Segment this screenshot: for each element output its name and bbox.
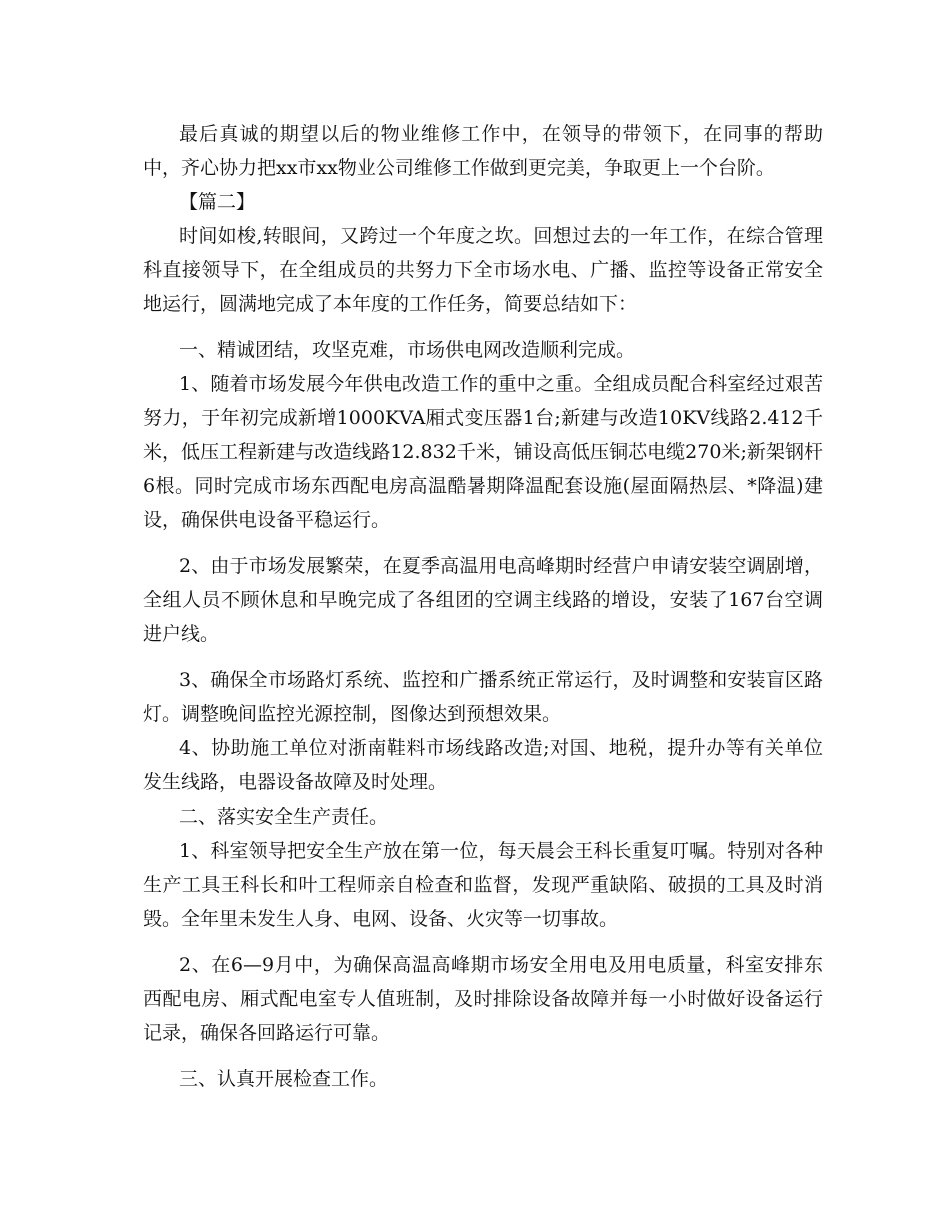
intro-paragraph: 时间如梭,转眼间，又跨过一个年度之坎。回想过去的一年工作，在综合管理科直接领导下，在全组成员的共努力下全市场水电、广播、监控等设备正常安全地运行，圆满地完成了本年度的工作任务，简要总结如下： <box>143 225 823 315</box>
section-three-title: 三、认真开展检查工作。 <box>179 1068 389 1090</box>
section-two-item-1: 1、科室领导把安全生产放在第一位，每天晨会王科长重复叮嘱。特别对各种生产工具王科长和叶工程师亲自检查和监督，发现严重缺陷、破损的工具及时消毁。全年里未发生人身、电网、设备、火灾等一切事故。 <box>143 840 823 930</box>
section-heading-part-two: 【篇二】 <box>179 191 256 213</box>
section-two-title: 二、落实安全生产责任。 <box>179 806 389 828</box>
section-one-item-4: 4、协助施工单位对浙南鞋料市场线路改造;对国、地税，提升办等有关单位发生线路，电器设备故障及时处理。 <box>143 737 823 793</box>
section-one-title: 一、精诚团结，攻坚克难，市场供电网改造顺利完成。 <box>179 339 636 361</box>
closing-paragraph: 最后真诚的期望以后的物业维修工作中，在领导的带领下，在同事的帮助中，齐心协力把xx市xx物业公司维修工作做到更完美，争取更上一个台阶。 <box>143 123 823 179</box>
section-two-item-2: 2、在6—9月中，为确保高温高峰期市场安全用电及用电质量，科室安排东西配电房、厢式配电室专人值班制，及时排除设备故障并每一小时做好设备运行记录，确保各回路运行可靠。 <box>143 954 823 1044</box>
section-one-item-1: 1、随着市场发展今年供电改造工作的重中之重。全组成员配合科室经过艰苦努力，于年初完成新增1000KVA厢式变压器1台;新建与改造10KV线路2.412千米，低压工程新建与改造线路12.832千米，铺设高低压铜芯电缆270米;新架钢杆6根。同时完成市场东西配电房高温酷暑期降温配套设施(屋面隔热层、*降温)建设，确保供电设备平稳运行。 <box>143 373 823 531</box>
section-one-item-2: 2、由于市场发展繁荣，在夏季高温用电高峰期时经营户申请安装空调剧增，全组人员不顾休息和早晚完成了各组团的空调主线路的增设，安装了167台空调进户线。 <box>143 555 823 645</box>
section-one-item-3: 3、确保全市场路灯系统、监控和广播系统正常运行，及时调整和安装盲区路灯。调整晚间监控光源控制，图像达到预想效果。 <box>143 669 823 725</box>
